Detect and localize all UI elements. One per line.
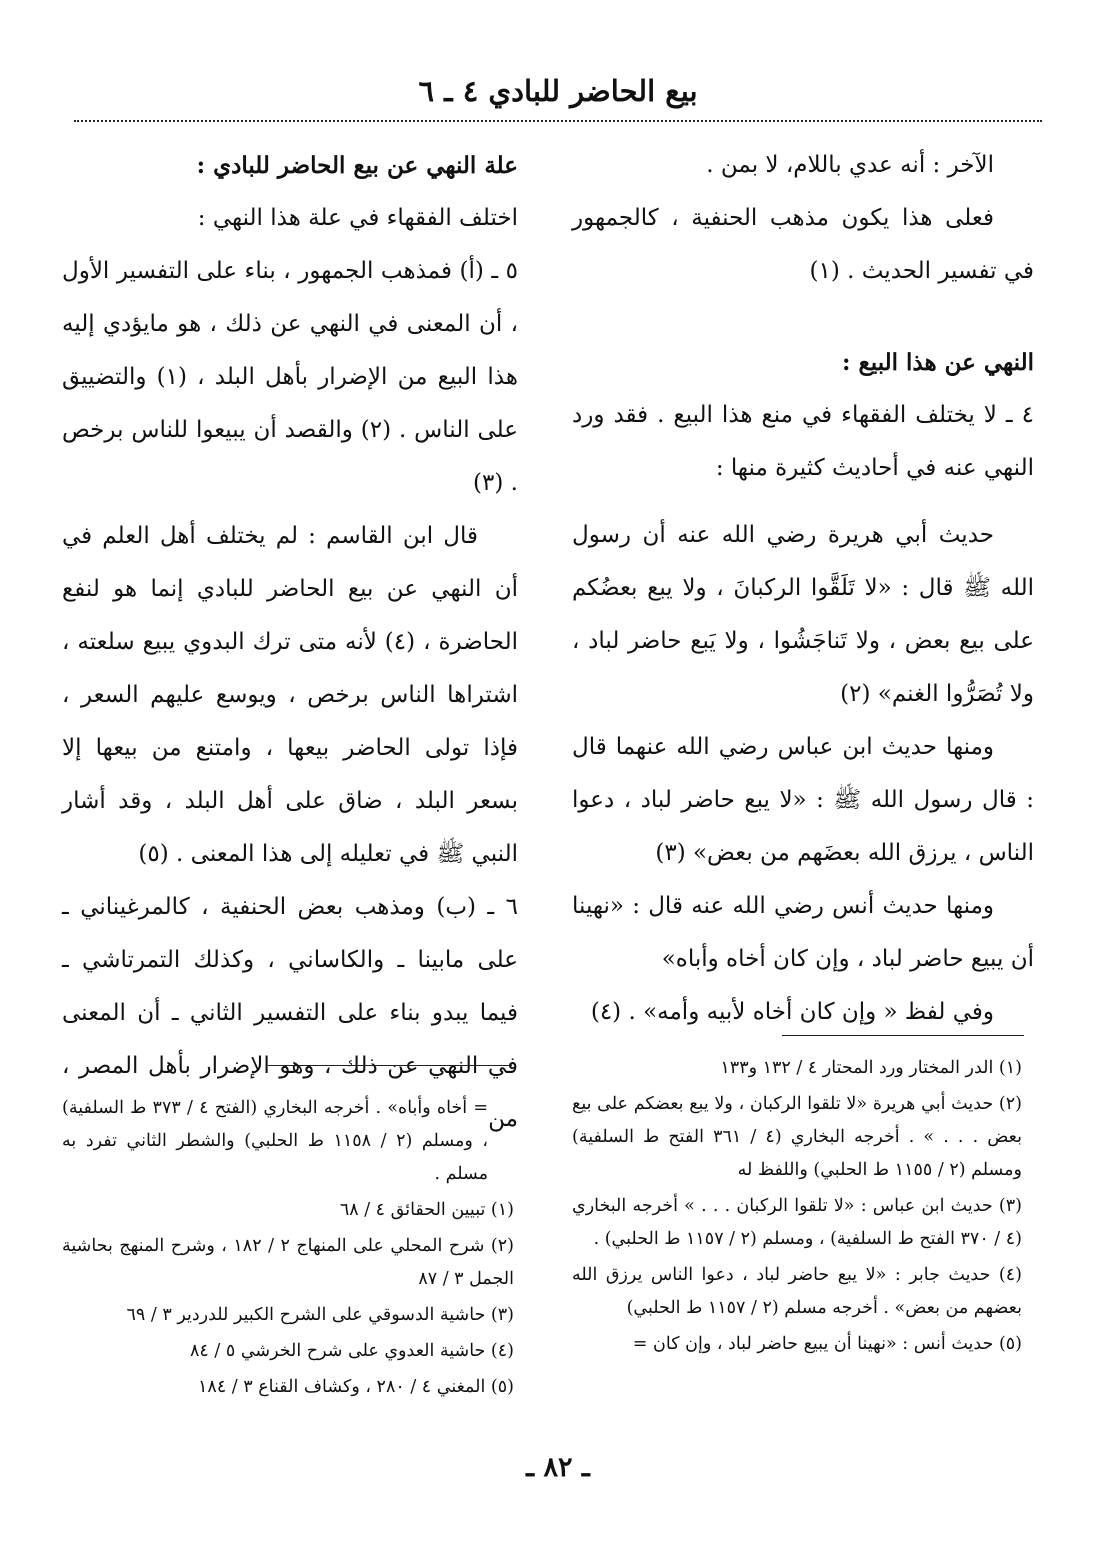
header-dotted-rule	[74, 120, 1042, 122]
section-heading: علة النهي عن بيع الحاضر للبادي :	[196, 152, 518, 179]
footnote: (٣) حديث ابن عباس : «لا تلقوا الركبان . . . » أخرجه البخاري (٤ / ٣٧٠ الفتح ط السلفية) ، ومسلم (٢ / ١١٥٧ ط الحلبي) .	[572, 1196, 1022, 1249]
hadith-paragraph: ومنها حديث ابن عباس رضي الله عنهما قال : قال رسول الله ﷺ : «لا يبع حاضر لباد ، دعوا الناس ، يرزق الله بعضَهم من بعض» (٣)	[572, 734, 1034, 866]
hadith-paragraph: حديث أبي هريرة رضي الله عنه أن رسول الله ﷺ قال : «لا تَلَقَّوا الركبانَ ، ولا يبع بعضُكم على بيع بعض ، ولا تَناجَشُوا ، ولا يَبع حاضر لباد ، ولا تُصَرُّوا الغنم» (٢)	[572, 522, 1034, 707]
footnote: (٢) شرح المحلي على المنهاج ٢ / ١٨٢ ، وشرح المنهج بحاشية الجمل ٣ / ٨٧	[62, 1236, 514, 1289]
running-header: بيع الحاضر للبادي ٤ ـ ٦	[418, 74, 698, 108]
footnote: (٢) حديث أبي هريرة «لا تلقوا الركبان ، ولا يبع بعضكم على بيع بعض . . . » . أخرجه البخاري (٤ / ٣٦١ الفتح ط السلفية) ومسلم (٢ / ١١٥٥ ط الحلبي) واللفظ له	[572, 1094, 1022, 1180]
paragraph: فعلى هذا يكون مذهب الحنفية ، كالجمهور في تفسير الحديث . (١)	[572, 205, 1034, 284]
footnote-continuation: = أخاه وأباه» . أخرجه البخاري (الفتح ٤ / ٣٧٣ ط السلفية) ، ومسلم (٢ / ١١٥٨ ط الحلبي) والشطر الثاني تفرد به مسلم .	[62, 1098, 488, 1184]
footnotes-left	[62, 1092, 514, 1407]
paragraph: ٤ ـ لا يختلف الفقهاء في منع هذا البيع . فقد ورد النهي عنه في أحاديث كثيرة منها :	[572, 402, 1034, 481]
left-column	[62, 139, 518, 1146]
paragraph: اختلف الفقهاء في علة هذا النهي :	[197, 205, 518, 231]
footnote-rule	[268, 1065, 512, 1066]
page-number: ـ ٨٢ ـ	[526, 1452, 590, 1483]
hadith-paragraph: ومنها حديث أنس رضي الله عنه قال : «نهينا أن يبيع حاضر لباد ، وإن كان أخاه وأباه»	[572, 893, 1034, 972]
footnote-rule	[782, 1035, 1024, 1036]
paragraph: قال ابن القاسم : لم يختلف أهل العلم في أن النهي عن بيع الحاضر للبادي إنما هو لنفع الحاضرة ، (٤) لأنه متى ترك البدوي يبيع سلعته ، اشتراها الناس برخص ، ويوسع عليهم السعر ، فإذا تولى الحاضر بيعها ، وامتنع من بيعها إلا بسعر البلد ، ضاق على أهل البلد ، وقد أشار النبي ﷺ في تعليله إلى هذا المعنى . (٥)	[62, 523, 519, 867]
footnote: (١) تبيين الحقائق ٤ / ٦٨	[339, 1200, 514, 1220]
paragraph: ٥ ـ (أ) فمذهب الجمهور ، بناء على التفسير الأول ، أن المعنى في النهي عن ذلك ، هو مايؤدي إليه هذا البيع من الإضرار بأهل البلد ، (١) والتضييق على الناس . (٢) والقصد أن يبيعوا للناس برخص . (٣)	[62, 258, 519, 496]
paragraph: الآخر : أنه عدي باللام، لا بمن .	[706, 152, 994, 178]
footnotes-right	[572, 1052, 1022, 1364]
spacer	[572, 298, 1034, 336]
footnote: (١) الدر المختار ورد المحتار ٤ / ١٣٢ و١٣٣	[720, 1058, 1022, 1078]
paragraph: وفي لفظ « وإن كان أخاه لأبيه وأمه» . (٤)	[590, 999, 994, 1025]
footnote: (٤) حاشية العدوي على شرح الخرشي ٥ / ٨٤	[190, 1341, 514, 1361]
footnote: (٣) حاشية الدسوقي على الشرح الكبير للدردير ٣ / ٦٩	[126, 1305, 514, 1325]
paragraph: ٦ ـ (ب) ومذهب بعض الحنفية ، كالمرغيناني ـ على مابينا ـ والكاساني ، وكذلك التمرتاشي ـ فيما يبدو بناء على التفسير الثاني ـ أن المعنى في النهي عن ذلك ، وهو الإضرار بأهل المصر ، من	[62, 894, 518, 1132]
footnote: (٥) المغني ٤ / ٢٨٠ ، وكشاف القناع ٣ / ١٨٤	[198, 1377, 514, 1397]
right-column	[572, 139, 1034, 1039]
spacer	[572, 495, 1034, 509]
footnote: (٤) حديث جابر : «لا يبع حاضر لباد ، دعوا الناس يرزق الله بعضهم من بعض» . أخرجه مسلم (٢ / ١١٥٧ ط الحلبي)	[572, 1265, 1022, 1318]
footnote: (٥) حديث أنس : «نهينا أن يبيع حاضر لباد ، وإن كان =	[632, 1334, 1022, 1354]
section-heading: النهي عن هذا البيع :	[842, 349, 1034, 376]
